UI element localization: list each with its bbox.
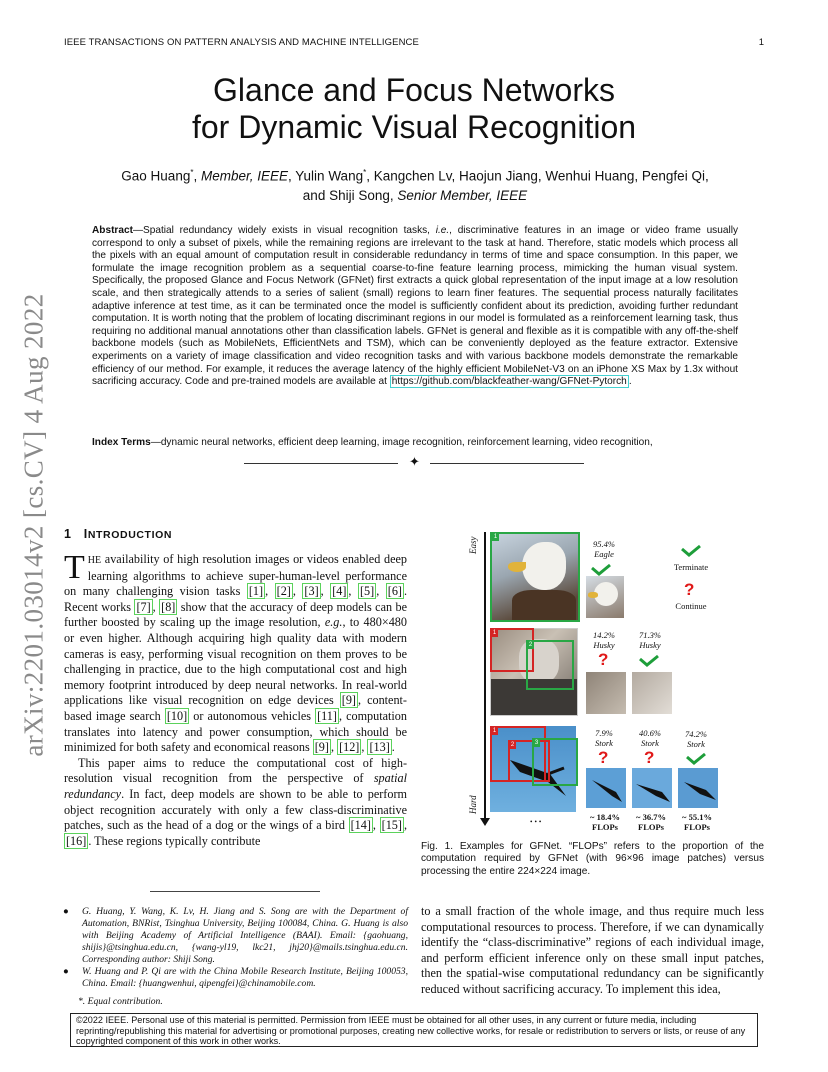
citation[interactable]: [13] bbox=[369, 740, 390, 755]
citation[interactable]: [4] bbox=[332, 584, 347, 599]
stork-patch-2 bbox=[632, 768, 672, 808]
index-terms bbox=[92, 436, 738, 449]
husky-confidence-1 bbox=[584, 630, 624, 650]
body-text: . These regions typically contribute bbox=[88, 833, 261, 848]
section-initial: I bbox=[83, 527, 88, 541]
section-number: 1 bbox=[64, 527, 72, 541]
eagle-head bbox=[522, 542, 566, 590]
drop-cap: T bbox=[64, 549, 85, 586]
confidence-value: 40.6% bbox=[639, 728, 661, 738]
ellipsis-dots: ••• bbox=[530, 818, 544, 826]
eagle-patch-image bbox=[586, 576, 624, 618]
class-name: Eagle bbox=[594, 549, 614, 559]
flops-value: ~ 18.4% bbox=[590, 812, 620, 822]
citation[interactable]: [11] bbox=[317, 708, 337, 723]
divider-right bbox=[430, 463, 584, 464]
class-name: Stork bbox=[595, 738, 613, 748]
flops-value: ~ 55.1% bbox=[682, 812, 712, 822]
journal-header: IEEE TRANSACTIONS ON PATTERN ANALYSIS AND MACHINE INTELLIGENCE bbox=[64, 37, 419, 48]
step-tag: 1 bbox=[492, 630, 497, 636]
legend-terminate: Terminate bbox=[673, 562, 709, 572]
code-link[interactable]: https://github.com/blackfeather-wang/GFNet-Pytorch bbox=[391, 376, 627, 388]
title-line-2: for Dynamic Visual Recognition bbox=[191, 109, 637, 145]
section-title: NTRODUCTION bbox=[87, 529, 173, 541]
flops-1 bbox=[584, 812, 626, 832]
divider-left bbox=[244, 463, 398, 464]
body-text: , computation translates into latency and power consumption, which should be minimized for both safety and economical reasons bbox=[64, 708, 407, 755]
step-tag: 1 bbox=[493, 534, 498, 540]
body-text: . In fact, deep models are shown to be able to perform object recognition accurately with only a few class-discriminative patches, such as the head of a dog or the wings of a bird bbox=[64, 786, 407, 833]
citation[interactable]: [14] bbox=[350, 818, 371, 833]
index-terms-text: —dynamic neural networks, efficient deep learning, image recognition, reinforcement learning, video recognition, bbox=[150, 437, 653, 448]
author-names: , Kangchen Lv, Haojun Jiang, Wenhui Huang, Pengfei Qi, bbox=[366, 168, 709, 184]
author-name: Gao Huang bbox=[121, 168, 191, 184]
continue-question-icon: ? bbox=[684, 580, 695, 599]
class-name: Stork bbox=[687, 739, 705, 749]
confidence-value: 74.2% bbox=[685, 729, 707, 739]
intro-body bbox=[64, 549, 408, 849]
arxiv-id: arXiv:2201.03014v2 [cs.CV] 4 Aug 2022 bbox=[18, 293, 49, 757]
footnote-affiliation-1 bbox=[63, 906, 408, 966]
confidence-value: 7.9% bbox=[595, 728, 613, 738]
section-heading bbox=[64, 527, 172, 541]
citation[interactable]: [9] bbox=[341, 693, 356, 708]
copyright-notice: ©2022 IEEE. Personal use of this material is permitted. Permission from IEEE must be obtained for all other uses, in any current or future media, including reprinting/republishing this material for advertising or promotional purposes, creating new collective works, for resale or redistribution to servers or lists, or reuse of any copyrighted component of this work in other works. bbox=[70, 1013, 758, 1047]
question-icon: ? bbox=[598, 650, 609, 669]
body-text: , content-based image search bbox=[64, 693, 407, 723]
eagle-image bbox=[490, 532, 580, 622]
citation[interactable]: [3] bbox=[304, 584, 319, 599]
citation[interactable]: [15] bbox=[381, 818, 402, 833]
body-text: availability of high resolution images or videos enabled deep learning algorithms to achieve super-human-level performance on many challenging vision tasks bbox=[64, 552, 407, 599]
check-icon bbox=[638, 654, 660, 673]
arrow-down-icon bbox=[480, 818, 490, 826]
smallcaps-word: HE bbox=[87, 555, 102, 566]
step-tag: 3 bbox=[534, 740, 539, 746]
footnote-affiliation-2 bbox=[63, 966, 408, 990]
citation[interactable]: [12] bbox=[339, 740, 360, 755]
citation[interactable]: [6] bbox=[387, 584, 402, 599]
author-name: and Shiji Song, bbox=[302, 187, 398, 203]
flops-value: ~ 36.7% bbox=[636, 812, 666, 822]
eagle-body bbox=[512, 590, 576, 622]
separator: , bbox=[193, 168, 201, 184]
step-tag: 2 bbox=[510, 742, 515, 748]
page-number: 1 bbox=[758, 37, 764, 48]
stork-patch-silhouette bbox=[586, 768, 626, 808]
stork-patch-silhouette bbox=[678, 768, 718, 808]
column-2-body: to a small fraction of the whole image, and thus require much less computational resources to process. Therefore, if we can dynamically identify the “class-discriminative” regions of each individual image, and perform efficient inference only on these small input patches, then the spatial-wise computational redundancy can be significantly reduced without sacrificing accuracy. To implement this idea, bbox=[421, 904, 764, 996]
bullet-icon: ● bbox=[63, 966, 69, 977]
citation[interactable]: [2] bbox=[276, 584, 291, 599]
figure-1 bbox=[462, 528, 764, 836]
title-line-1: Glance and Focus Networks bbox=[213, 72, 615, 108]
confidence-value: 14.2% bbox=[593, 630, 615, 640]
abstract bbox=[92, 225, 738, 389]
step-tag: 2 bbox=[528, 642, 533, 648]
easy-label: Easy bbox=[468, 536, 478, 554]
eagle-patch-beak bbox=[588, 592, 598, 598]
class-name: Husky bbox=[593, 640, 615, 650]
footnote-text: G. Huang, Y. Wang, K. Lv, H. Jiang and S. Song are with the Department of Automation, BNRist, Tsinghua University, Beijing 100084, China. G. Huang is also with Beijing Academy of Artificial Intelligence (BAAI). Email: {gaohuang, shijis}@tsinghua.edu.cn, {wang-yl19, lkc21, jhj20}@mails.tsinghua.edu.cn. Corresponding author: Shiji Song. bbox=[82, 906, 408, 965]
body-text: or autonomous vehicles bbox=[189, 708, 316, 723]
husky-confidence-2 bbox=[630, 630, 670, 650]
member-title: Member, IEEE bbox=[200, 168, 289, 184]
abstract-label: Abstract bbox=[92, 225, 133, 236]
citation[interactable]: [10] bbox=[166, 708, 188, 723]
body-text: , to 480×480 or even higher. Although acquiring high quality data with modern cameras is easy, performing visual recognition on them proves to be challenging in practice, due to the high computational cost and high memory footprint introduced by deep neural networks. In real-world applications like visual recognition on edge devices bbox=[64, 615, 407, 708]
terminate-check-icon bbox=[680, 544, 702, 563]
stork-confidence-3 bbox=[676, 729, 716, 749]
member-title: Senior Member, IEEE bbox=[397, 187, 528, 203]
bullet-icon: ● bbox=[63, 906, 69, 917]
stork-patch-3 bbox=[678, 768, 718, 808]
stork-patch-1 bbox=[586, 768, 626, 808]
stork-patch-silhouette bbox=[632, 768, 672, 808]
confidence-value: 71.3% bbox=[639, 630, 661, 640]
intro-paragraph-1: THE availability of high resolution images or videos enabled deep learning algorithms to achieve super-human-level performance on many challenging vision tasks [1] , [2] , [3] , [4] , [5] , [6] . Recent works [7] , [8] show that the accuracy of deep models can be further boosted by scaling up the image resolution, e.g., to 480×480 or even higher. Although acquiring high quality data with modern cameras is easy, performing visual recognition on them proves to be challenging in practice, due to the high computational cost and high memory footprint introduced by deep neural networks. In real-world applications like visual recognition on edge devices [9] , content-based image search [10] or autonomous vehicles [11] , computation translates into latency and power consumption, which should be minimized for both safety and economical reasons [9] , [12] , [13] . bbox=[64, 549, 408, 755]
abstract-ie: i.e. bbox=[435, 225, 450, 236]
citation[interactable]: [5] bbox=[359, 584, 375, 599]
footnote-rule bbox=[150, 891, 320, 892]
equal-mark: * bbox=[190, 168, 194, 177]
class-name: Husky bbox=[639, 640, 661, 650]
husky-patch-2 bbox=[632, 672, 672, 714]
confidence-value: 95.4% bbox=[593, 539, 615, 549]
author-name: , Yulin Wang bbox=[288, 168, 364, 184]
body-text: This paper aims to reduce the computational cost of high-resolution visual recognition from the perspective of bbox=[64, 755, 407, 786]
flops-unit: FLOPs bbox=[684, 822, 710, 832]
question-icon: ? bbox=[644, 748, 655, 767]
body-text: spatial redundancy bbox=[64, 771, 407, 801]
stork-confidence-2 bbox=[630, 728, 670, 748]
husky-patch-1 bbox=[586, 672, 626, 714]
class-name: Stork bbox=[641, 738, 659, 748]
figure-caption: Fig. 1. Examples for GFNet. “FLOPs” refers to the proportion of the computation required by GFNet (with 96×96 image patches) versus processing the entire 224×224 image. bbox=[421, 841, 764, 877]
difficulty-axis bbox=[484, 532, 486, 822]
flops-2 bbox=[630, 812, 672, 832]
step-tag: 1 bbox=[492, 728, 497, 734]
flops-unit: FLOPs bbox=[638, 822, 664, 832]
abstract-text: , discriminative features in an image or video frame usually correspond to only a subset of pixels, while the remaining regions are irrelevant to the task at hand. Therefore, static models which process all the pixels with an equal amount of computation result in considerable redundancy in terms of time and space consumption. In this paper, we formulate the image recognition problem as a sequential coarse-to-fine feature learning process, mimicking the human visual system. Specifically, the proposed Glance and Focus Network (GFNet) first extracts a quick global representation of the input image at a low resolution scale, and then strategically attends to a series of salient (small) regions to learn finer features. The sequential process naturally facilitates adaptive inference at test time, as it can be terminated once the model is sufficiently confident about its prediction, avoiding further redundant computation. It is worth noting that the problem of locating discriminant regions in our model is formulated as a reinforcement learning task, thus requiring no additional manual annotations other than classification labels. GFNet is general and flexible as it is compatible with any off-the-shelf backbone models (such as MobileNets, EfficientNets and TSM), which can be conveniently deployed as the feature extractor. Extensive experiments on a variety of image classification and video recognition tasks and with various backbone models demonstrate the remarkable efficiency of our method. For example, it reduces the average latency of the highly efficient MobileNet-V3 on an iPhone XS Max by 1.3x without sacrificing accuracy. Code and pre-trained models are available at bbox=[92, 225, 738, 388]
citation[interactable]: [8] bbox=[161, 599, 176, 614]
stork-confidence-1 bbox=[584, 728, 624, 748]
legend-continue: Continue bbox=[675, 601, 707, 611]
body-text: show that the accuracy of deep models can be further boosted by scaling up the image resolution, bbox=[64, 599, 407, 630]
index-terms-label: Index Terms bbox=[92, 437, 151, 448]
body-text: . Recent works bbox=[64, 584, 408, 614]
citation[interactable]: [16] bbox=[66, 833, 87, 848]
flops-3 bbox=[676, 812, 718, 832]
citation[interactable]: [9] bbox=[314, 740, 329, 755]
citation[interactable]: [1] bbox=[248, 584, 264, 599]
body-text: . bbox=[391, 740, 395, 755]
author-list bbox=[90, 163, 740, 205]
abstract-end: . bbox=[628, 376, 632, 388]
eagle-beak bbox=[508, 562, 526, 572]
abstract-text: —Spatial redundancy widely exists in visual recognition tasks, bbox=[132, 225, 436, 236]
intro-paragraph-2: This paper aims to reduce the computational cost of high-resolution visual recognition from the perspective of spatial redundancy. In fact, deep models are shown to be able to perform object recognition accurately with only a few class-discriminative patches, such as the head of a dog or the wings of a bird [14] , [15] , [16] . These regions typically contribute bbox=[64, 755, 408, 848]
footnote-text: W. Huang and P. Qi are with the China Mobile Research Institute, Beijing 100053, China. Email: {huangwenhui, qipengfei}@chinamobile.com. bbox=[82, 966, 408, 989]
paper-title bbox=[0, 72, 828, 146]
hard-label: Hard bbox=[468, 795, 478, 814]
flops-unit: FLOPs bbox=[592, 822, 618, 832]
citation[interactable]: [7] bbox=[136, 599, 151, 614]
arxiv-stamp bbox=[14, 290, 54, 760]
question-icon: ? bbox=[598, 748, 609, 767]
eagle-confidence bbox=[584, 539, 624, 559]
footnote-equal: *. Equal contribution. bbox=[78, 996, 163, 1007]
divider-diamond-icon: ✦ bbox=[409, 454, 420, 469]
equal-mark: * bbox=[363, 168, 367, 177]
body-text: e.g. bbox=[324, 615, 343, 630]
